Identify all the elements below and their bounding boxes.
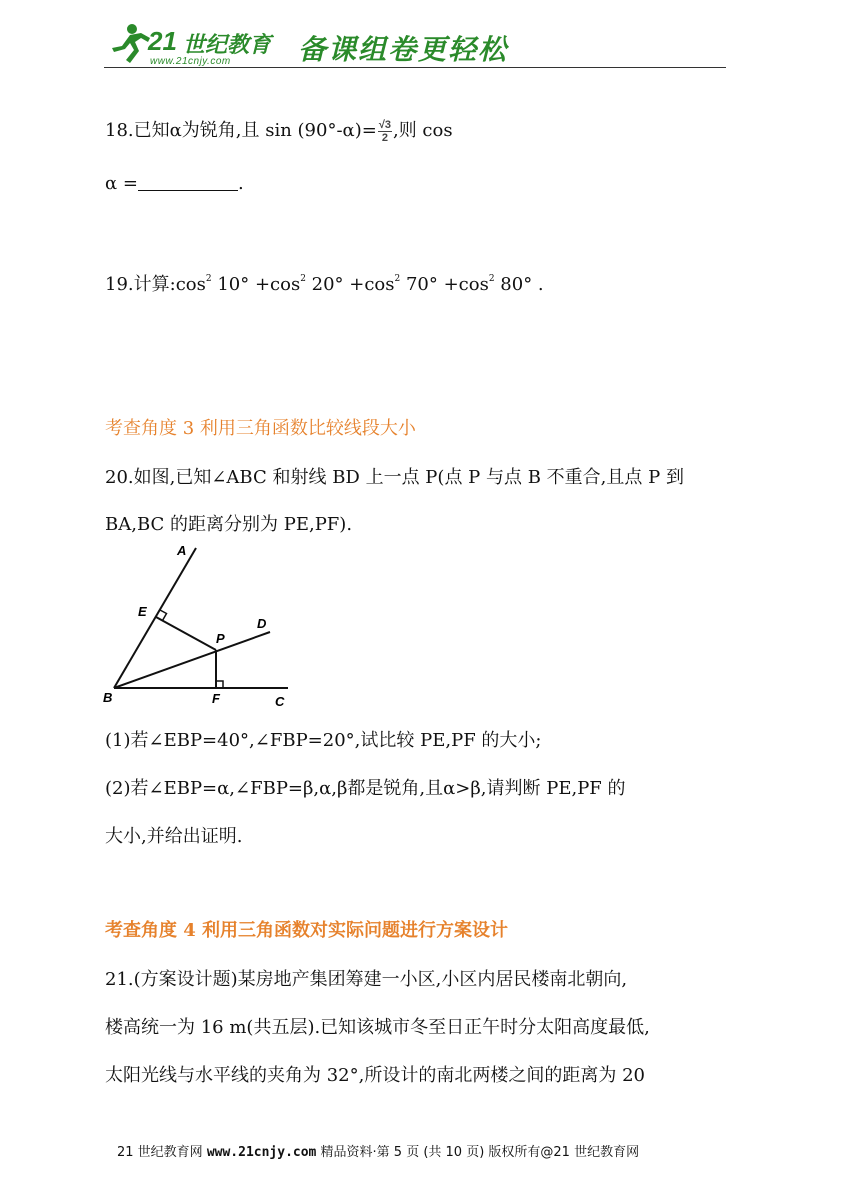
header-divider — [104, 67, 726, 68]
exponent: 2 — [394, 274, 401, 284]
q18-text-suffix: ,则 cos — [392, 120, 453, 141]
answer-blank[interactable] — [138, 176, 238, 191]
geometry-figure — [100, 540, 300, 712]
exponent: 2 — [488, 274, 495, 284]
q18-alpha: α = — [105, 173, 138, 194]
logo-text: 世纪教育 — [183, 33, 272, 58]
fraction-sqrt3-over-2 — [378, 119, 392, 144]
section-3-title: 考查角度 3 利用三角函数比较线段大小 — [105, 418, 416, 439]
header-slogan: 备课组卷更轻松 — [298, 33, 509, 66]
label-F: F — [212, 691, 220, 706]
question-21-line-1: 21.(方案设计题)某房地产集团筹建一小区,小区内居民楼南北朝向, — [105, 969, 628, 990]
label-D: D — [257, 616, 267, 631]
q19-part: 70° +cos — [400, 274, 489, 295]
exponent: 2 — [300, 274, 306, 284]
q19-part: 19.计算:cos — [105, 274, 206, 295]
q19-part: 80° . — [494, 274, 544, 295]
runner-logo-icon — [108, 22, 152, 64]
question-20-part-1: (1)若∠EBP=40°,∠FBP=20°,试比较 PE,PF 的大小; — [105, 730, 542, 751]
exponent: 2 — [205, 274, 212, 284]
q19-part: 10° +cos — [211, 274, 301, 295]
logo-url: www.21cnjy.com — [150, 56, 231, 67]
segment-PE — [156, 617, 216, 650]
question-18-line-1 — [105, 116, 453, 144]
section-4-title: 考查角度 4 利用三角函数对实际问题进行方案设计 — [105, 920, 509, 941]
label-A: A — [177, 543, 187, 558]
question-20-part-2-line-1: (2)若∠EBP=α,∠FBP=β,α,β都是锐角,且α>β,请判断 PE,PF 的 — [105, 778, 626, 799]
label-E: E — [138, 604, 147, 619]
question-19 — [105, 270, 544, 296]
right-angle-mark-F — [216, 681, 223, 688]
ray-BA — [114, 548, 196, 688]
fraction-numerator: √3 — [378, 118, 391, 131]
header-logo — [108, 22, 728, 72]
question-21-line-2: 楼高统一为 16 m(共五层).已知该城市冬至日正午时分太阳高度最低, — [105, 1017, 650, 1038]
footer-page-info: 精品资料·第 5 页 (共 10 页) 版权所有@21 世纪教育网 — [316, 1145, 640, 1160]
label-B: B — [103, 690, 113, 705]
question-20-part-2-line-2: 大小,并给出证明. — [105, 826, 243, 847]
question-21-line-3: 太阳光线与水平线的夹角为 32°,所设计的南北两楼之间的距离为 20 — [105, 1065, 645, 1086]
q19-part: 20° +cos — [305, 274, 395, 295]
question-20-line-1: 20.如图,已知∠ABC 和射线 BD 上一点 P(点 P 与点 B 不重合,且点 P 到 — [105, 467, 684, 488]
ray-BD — [114, 632, 270, 688]
footer-site-link[interactable]: www.21cnjy.com — [206, 1145, 317, 1160]
label-C: C — [275, 694, 285, 709]
q18-text: 18.已知α为锐角,且 sin (90°-α)= — [105, 120, 377, 141]
footer-site-name: 21 世纪教育网 — [117, 1145, 207, 1160]
fraction-denominator: 2 — [381, 131, 388, 144]
logo-number: 21 — [148, 26, 177, 56]
question-20-line-2: BA,BC 的距离分别为 PE,PF). — [105, 514, 353, 535]
page-footer — [117, 1141, 639, 1160]
question-18-line-2 — [105, 173, 244, 194]
q18-period: . — [237, 173, 244, 194]
label-P: P — [216, 631, 225, 646]
